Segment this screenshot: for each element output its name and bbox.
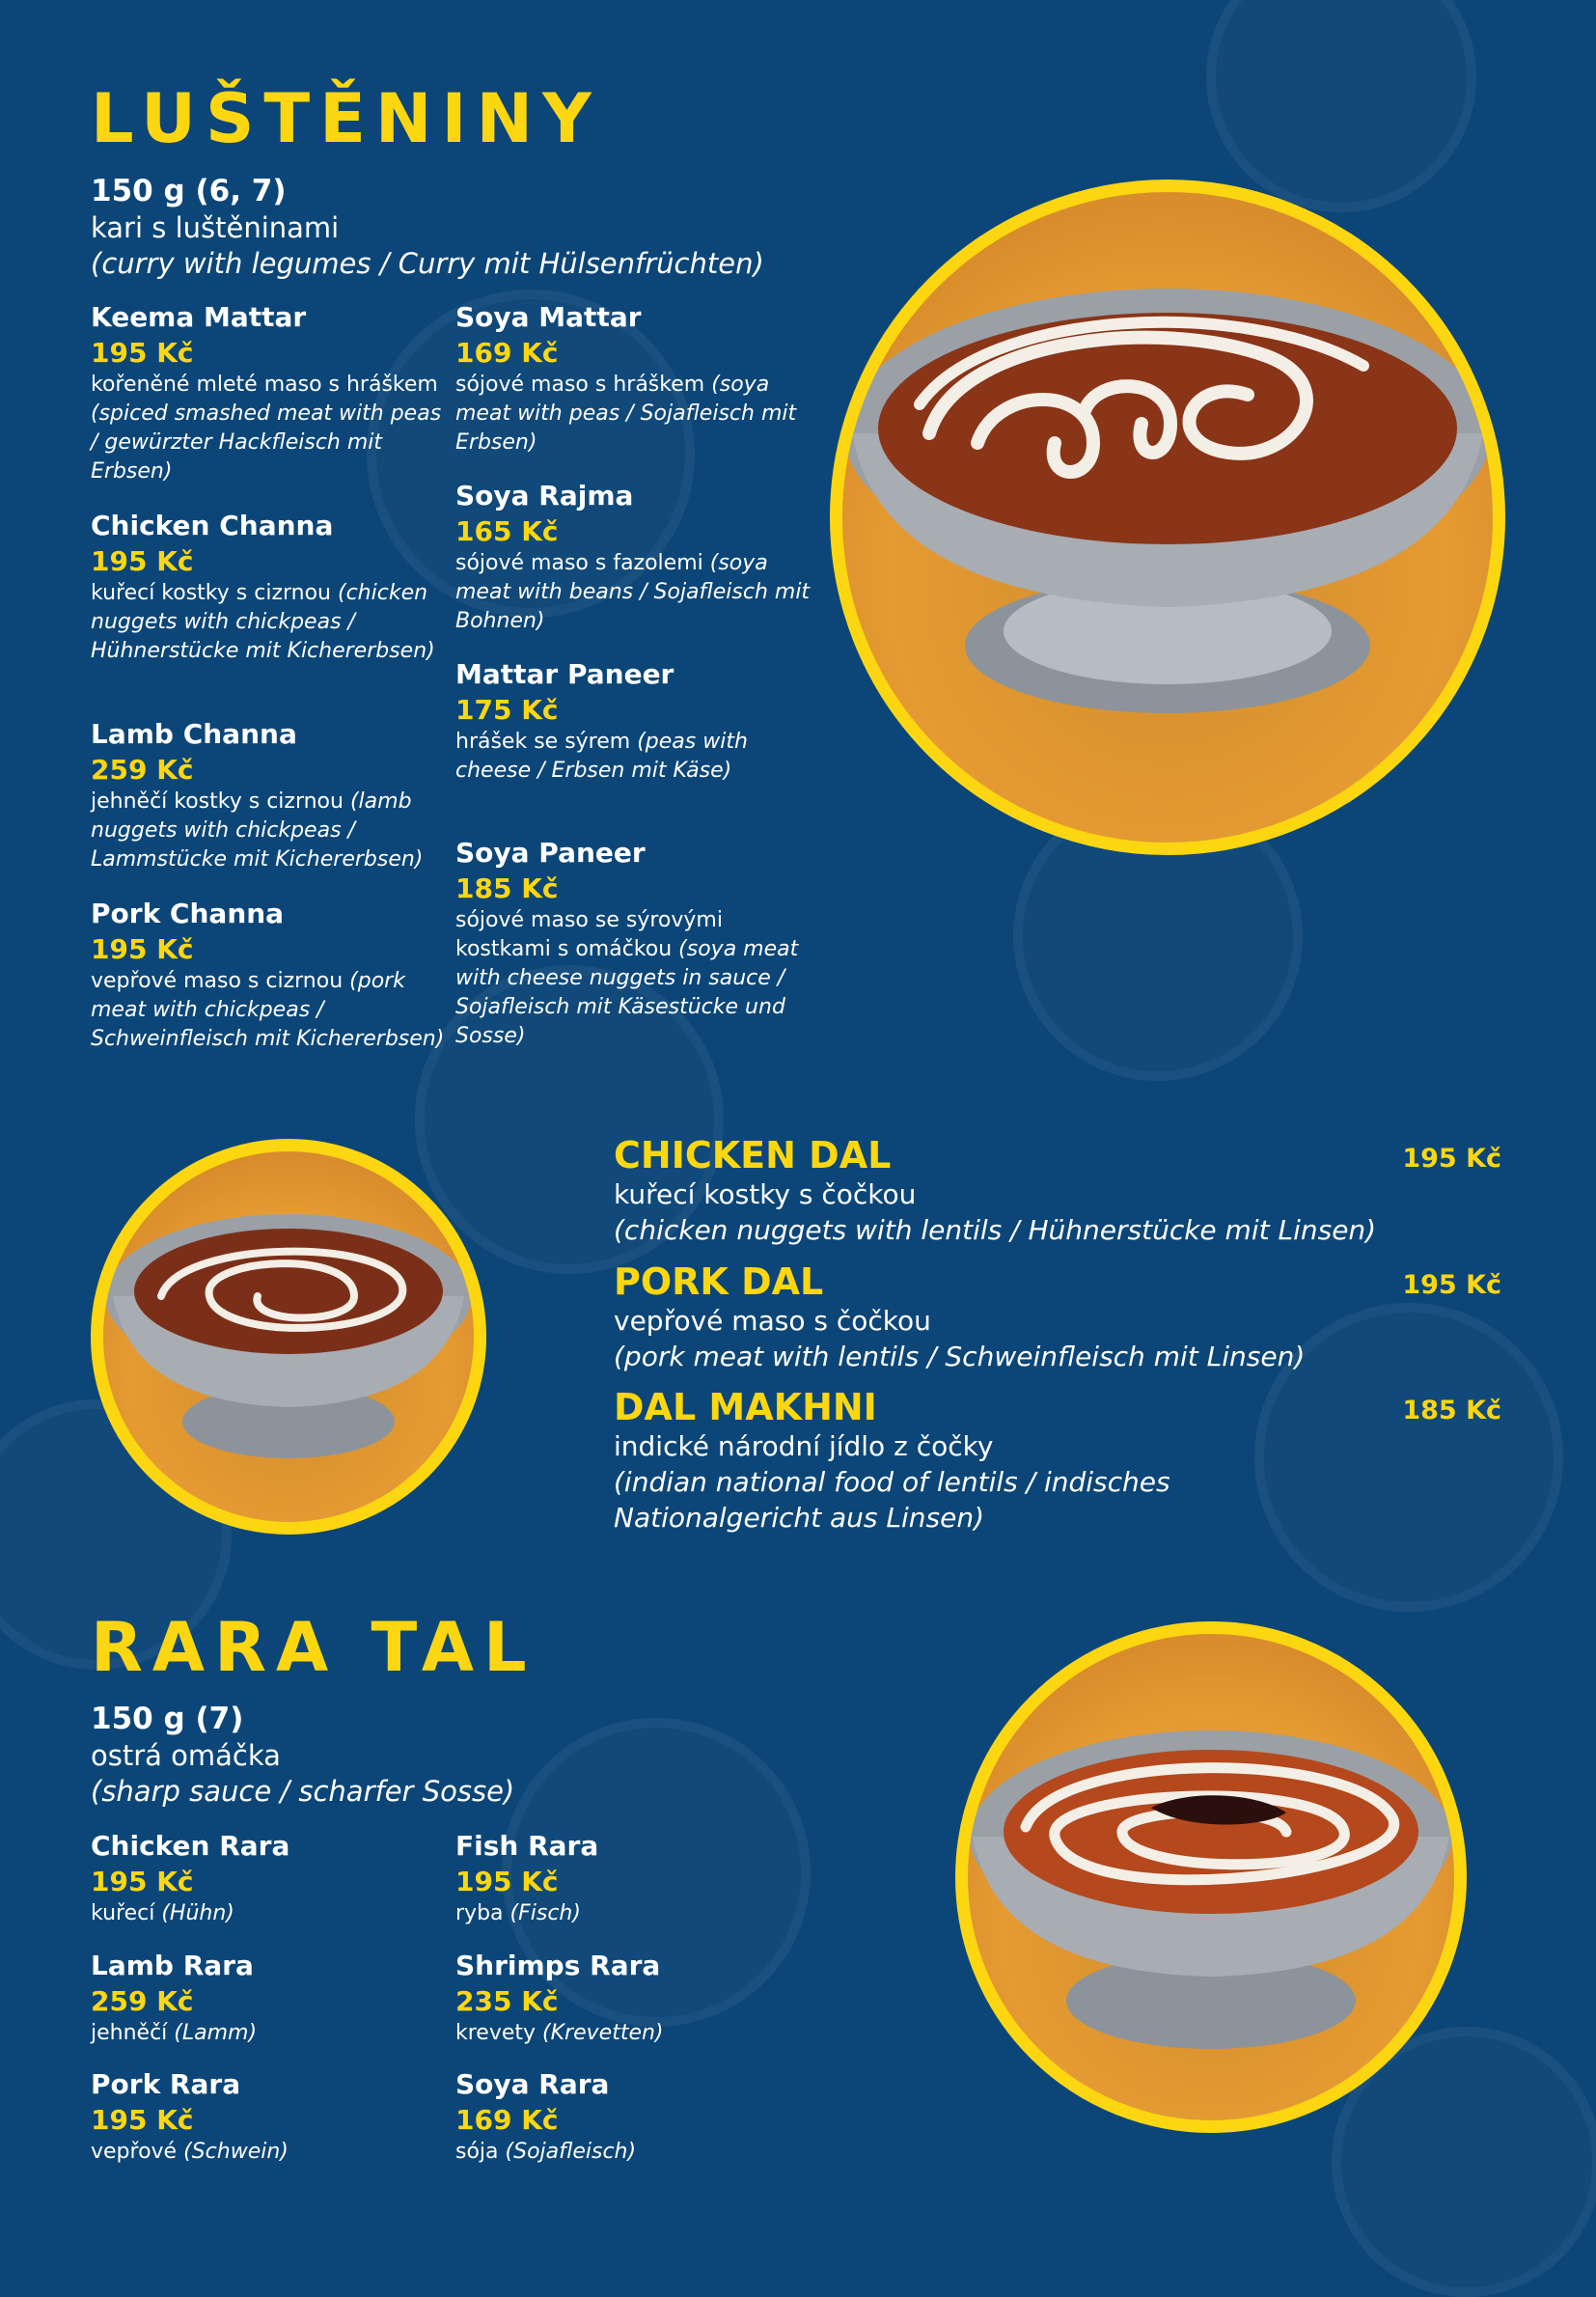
item-translation: (chicken nuggets with lentils / Hühnerstücke mit Linsen): [614, 1214, 1377, 1246]
item-price: 195 Kč: [1402, 1270, 1501, 1300]
dish-photo: [91, 1139, 486, 1535]
item-name: CHICKEN DAL: [614, 1134, 892, 1176]
item-price: 259 Kč: [91, 1985, 194, 2017]
item-name: Keema Mattar: [91, 301, 307, 333]
dal-item: [614, 1386, 1501, 1536]
item-description: kořeněné mleté maso s hráškem (spiced smashed meat with peas / gewürzter Hackfleisch mit Erbsen): [91, 373, 442, 484]
item-name: Pork Rara: [91, 2068, 241, 2100]
item-price: 169 Kč: [455, 337, 559, 369]
item-price: 185 Kč: [455, 872, 559, 904]
item-description: kuřecí kostky s čočkou: [614, 1178, 917, 1210]
item-description: kuřecí (Hühn): [91, 1901, 234, 1925]
section-title-rara-tal: RARA TAL: [91, 1608, 537, 1687]
menu-item: [455, 1948, 812, 2048]
menu-item: [91, 1828, 448, 1928]
item-name: Soya Mattar: [455, 301, 642, 333]
section-subtitle: ostrá omáčka: [91, 1739, 281, 1772]
background-pattern: [1206, 0, 1476, 212]
menu-item: [91, 1948, 448, 2048]
menu-item: [455, 656, 812, 786]
item-price: 175 Kč: [455, 694, 559, 726]
item-name: Mattar Paneer: [455, 658, 674, 690]
section-subtitle-translation: (sharp sauce / scharfer Sosse): [91, 1775, 515, 1808]
item-description: vepřové maso s cizrnou (pork meat with chickpeas / Schweinfleisch mit Kichererbsen): [91, 969, 445, 1051]
menu-item: [455, 478, 812, 636]
item-price: 195 Kč: [91, 1866, 194, 1897]
item-description: hrášek se sýrem (peas with cheese / Erbsen mit Käse): [455, 730, 748, 783]
menu-item: [91, 716, 448, 874]
item-translation: (indian national food of lentils / indisches Nationalgericht aus Linsen): [614, 1466, 1170, 1534]
curry-bowl-image: [968, 1634, 1454, 2120]
item-description: jehněčí (Lamm): [91, 2021, 258, 2045]
curry-bowl-image: [842, 192, 1493, 843]
menu-item: [455, 299, 812, 457]
menu-item: [455, 835, 812, 1051]
item-name: Shrimps Rara: [455, 1950, 661, 1981]
item-description: krevety (Krevetten): [455, 2021, 664, 2045]
item-price: 235 Kč: [455, 1985, 559, 2017]
menu-item: [455, 1828, 812, 1928]
section-subtitle: kari s luštěninami: [91, 211, 340, 244]
item-price: 259 Kč: [91, 754, 194, 786]
item-name: Lamb Channa: [91, 718, 297, 750]
item-name: Soya Rajma: [455, 480, 634, 512]
section-subtitle-translation: (curry with legumes / Curry mit Hülsenfrüchten): [91, 247, 764, 280]
item-description: sójové maso se sýrovými kostkami s omáčkou (soya meat with cheese nuggets in sauce / Sojafleisch mit Käsestücke und Sosse): [455, 908, 799, 1048]
dish-photo: [830, 180, 1505, 855]
item-description: jehněčí kostky s cizrnou (lamb nuggets with chickpeas / Lammstücke mit Kichererbsen): [91, 789, 424, 872]
section-weight: 150 g (7): [91, 1702, 244, 1736]
dal-item: [614, 1260, 1501, 1374]
item-description: indické národní jídlo z čočky: [614, 1430, 994, 1462]
item-price: 169 Kč: [455, 2104, 559, 2136]
menu-item: [91, 2066, 448, 2167]
item-name: Soya Paneer: [455, 837, 646, 869]
item-name: DAL MAKHNI: [614, 1386, 877, 1428]
item-price: 195 Kč: [91, 337, 194, 369]
item-name: Soya Rara: [455, 2068, 610, 2100]
item-name: Lamb Rara: [91, 1950, 254, 1981]
dal-item: [614, 1134, 1501, 1248]
item-translation: (pork meat with lentils / Schweinfleisch mit Linsen): [614, 1341, 1306, 1372]
item-name: PORK DAL: [614, 1260, 824, 1303]
item-name: Fish Rara: [455, 1830, 599, 1862]
item-name: Chicken Rara: [91, 1830, 290, 1862]
item-price: 195 Kč: [455, 1866, 559, 1897]
curry-bowl-image: [103, 1151, 474, 1522]
menu-item: [91, 299, 448, 486]
item-description: sójové maso s fazolemi (soya meat with beans / Sojafleisch mit Bohnen): [455, 551, 811, 633]
menu-item: [91, 896, 448, 1054]
item-price: 195 Kč: [1402, 1144, 1501, 1174]
item-description: kuřecí kostky s cizrnou (chicken nuggets with chickpeas / Hühnerstücke mit Kichererbsen): [91, 581, 435, 663]
item-price: 165 Kč: [455, 515, 559, 547]
item-description: ryba (Fisch): [455, 1901, 581, 1925]
section-weight: 150 g (6, 7): [91, 174, 287, 208]
section-title-lusteniny: LUŠTĚNINY: [91, 79, 601, 158]
item-name: Pork Channa: [91, 898, 285, 929]
dish-photo: [955, 1621, 1467, 2133]
item-price: 185 Kč: [1402, 1396, 1501, 1425]
item-price: 195 Kč: [91, 545, 194, 577]
item-price: 195 Kč: [91, 2104, 194, 2136]
item-description: vepřové maso s čočkou: [614, 1305, 931, 1337]
menu-item: [455, 2066, 812, 2167]
item-price: 195 Kč: [91, 933, 194, 965]
item-description: vepřové (Schwein): [91, 2140, 289, 2164]
item-name: Chicken Channa: [91, 510, 334, 541]
item-description: sójové maso s hráškem (soya meat with peas / Sojafleisch mit Erbsen): [455, 373, 797, 455]
item-description: sója (Sojafleisch): [455, 2140, 637, 2164]
menu-item: [91, 508, 448, 666]
